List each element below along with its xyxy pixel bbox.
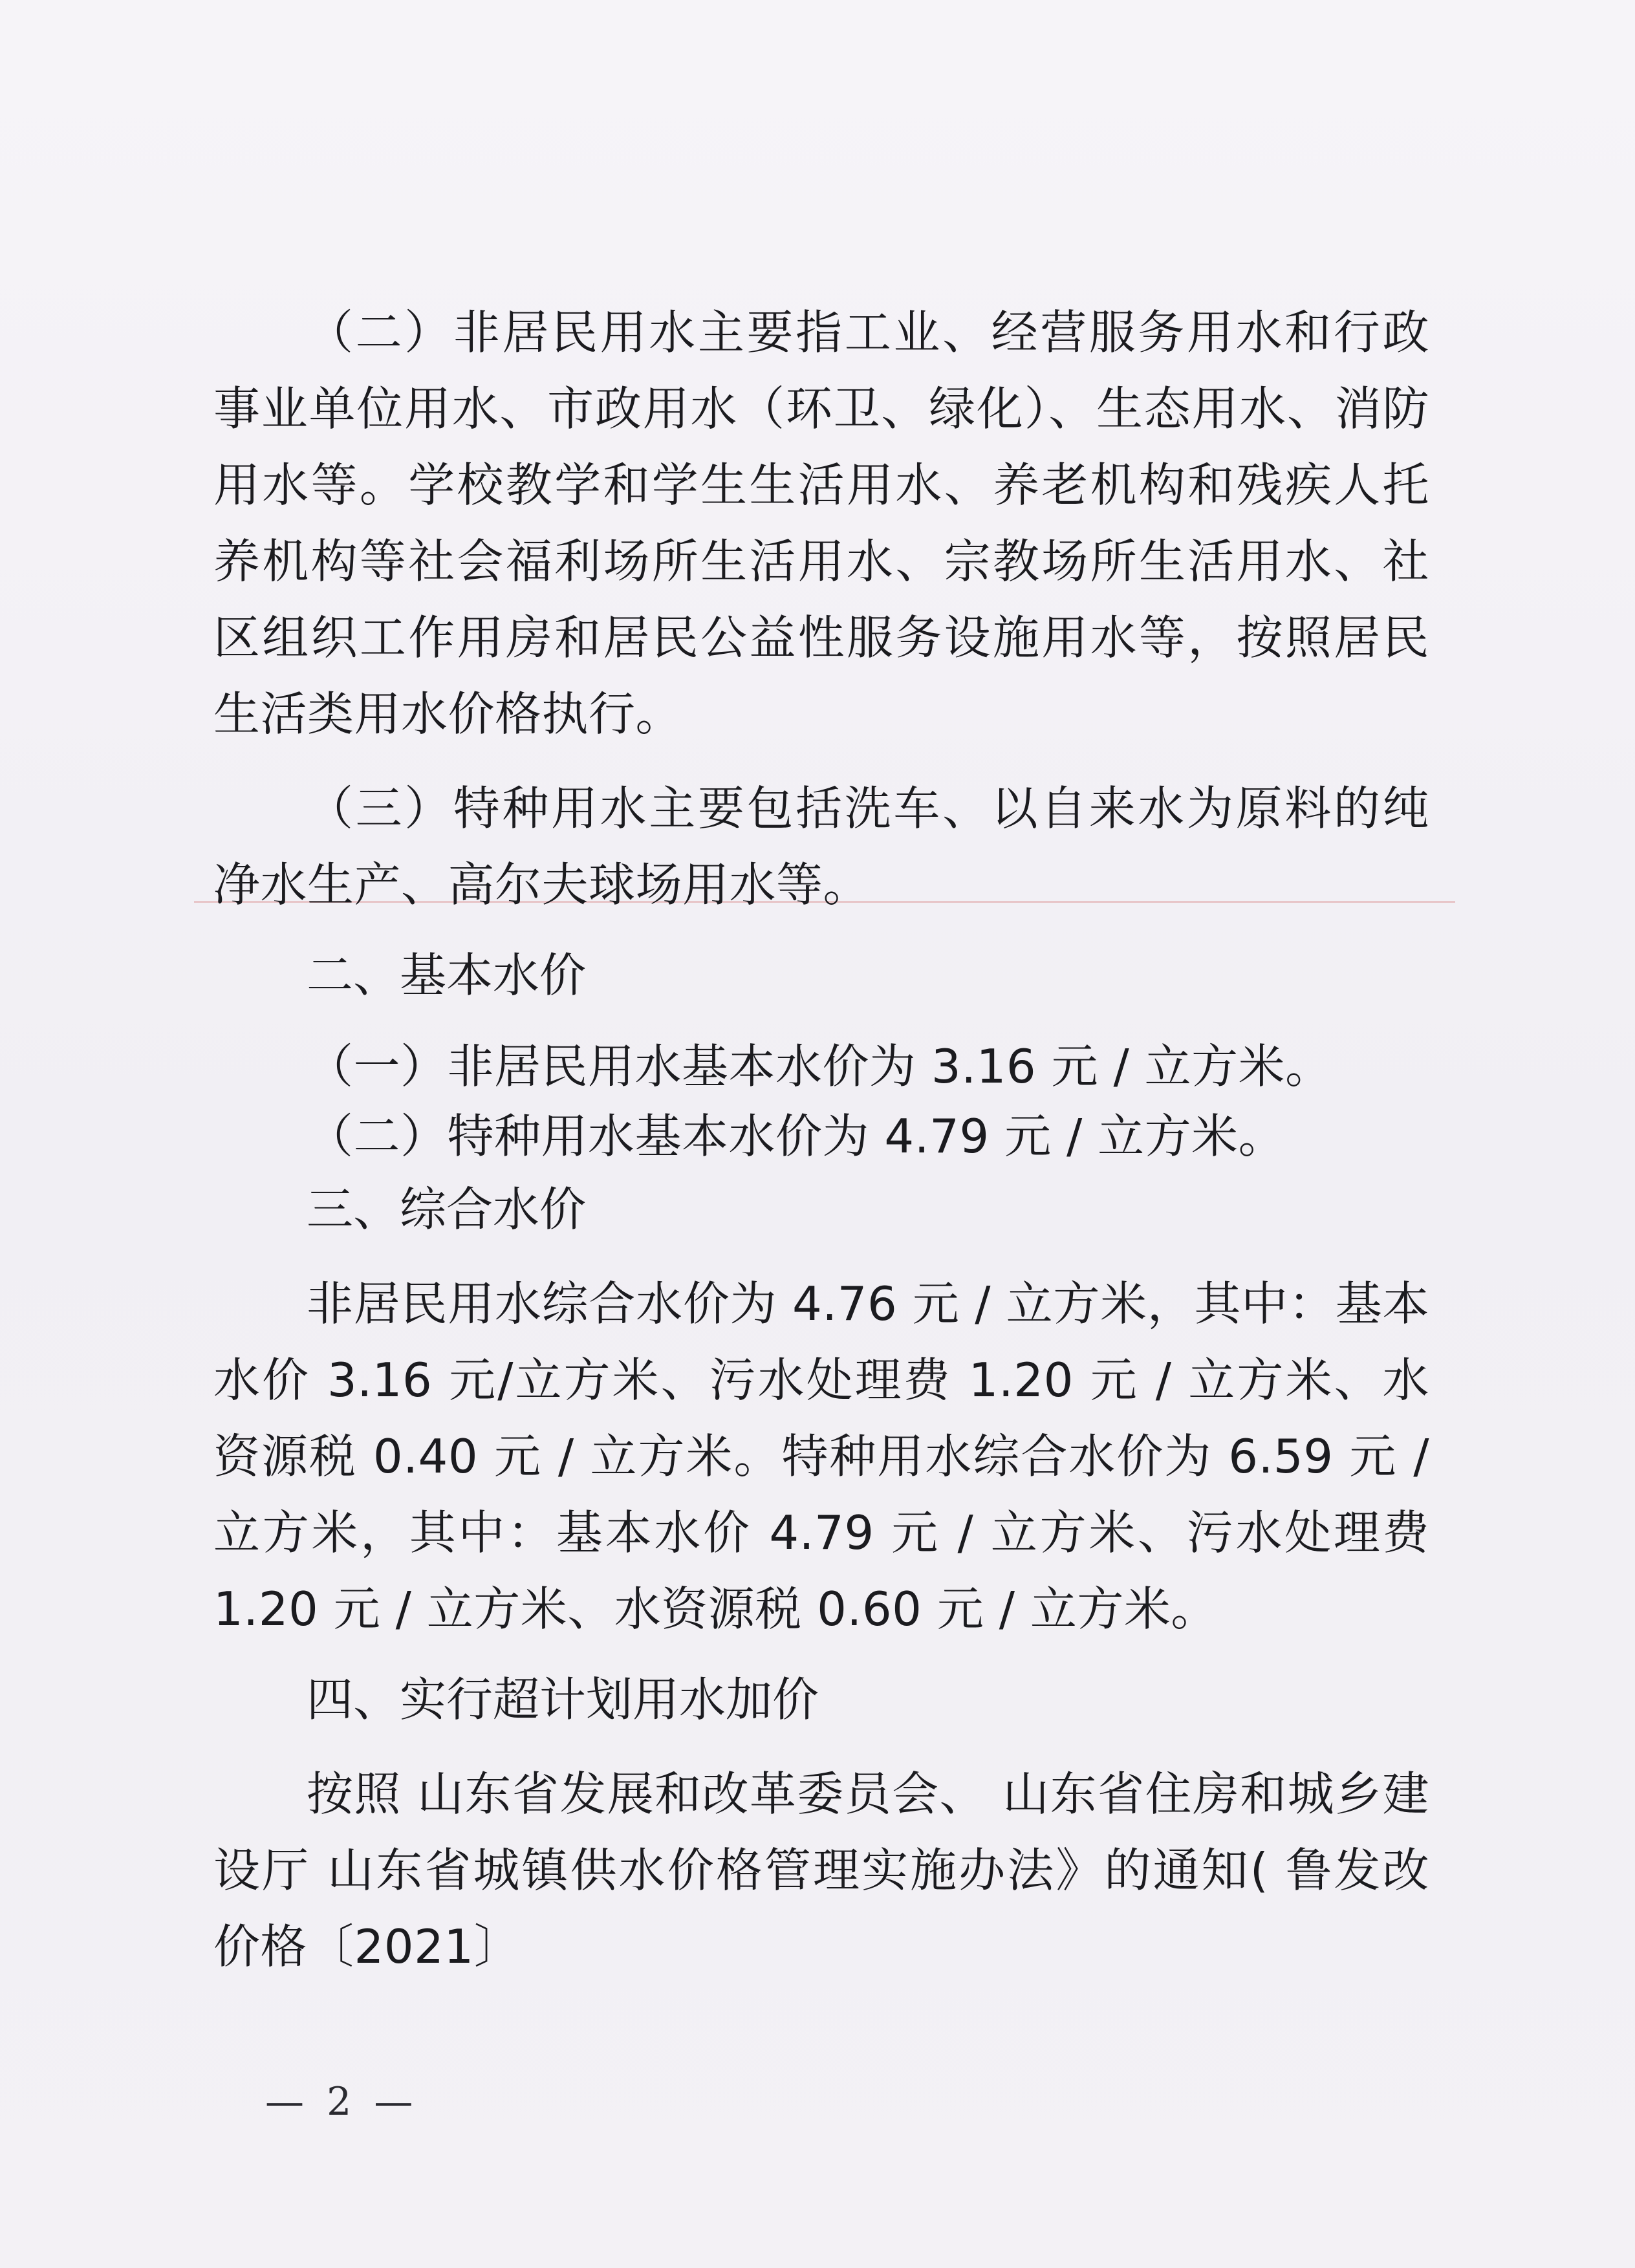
page-number: — 2 — [265,2079,418,2124]
paragraph-comprehensive-price-details: 非居民用水综合水价为 4.76 元 / 立方米，其中：基本水价 3.16 元/立方米、污水处理费 1.20 元 / 立方米、水资源税 0.40 元 / 立方米。特种用水综合水价为 6.59 元 / 立方米，其中：基本水价 4.79 元 / 立方米、污水处理费 1.20 元 / 立方米、水资源税 0.60 元 / 立方米。 [213,1277,1429,1636]
document-body [213,294,1429,1985]
paragraph-non-resident-water-definition: （二）非居民用水主要指工业、经营服务用水和行政事业单位用水、市政用水（环卫、绿化）、生态用水、消防用水等。学校教学和学生生活用水、养老机构和残疾人托养机构等社会福利场所生活用水、宗教场所生活用水、社区组织工作用房和居民公益性服务设施用水等，按照居民生活类用水价格执行。 [213,305,1429,741]
paragraph-special-basic-price: （二）特种用水基本水价为 4.79 元 / 立方米。 [307,1109,1286,1163]
paragraph-non-resident-basic-price: （一）非居民用水基本水价为 3.16 元 / 立方米。 [307,1039,1332,1094]
section-heading-excess-surcharge: 四、实行超计划用水加价 [307,1672,819,1727]
section-heading-comprehensive-price: 三、综合水价 [307,1182,587,1237]
paragraph-special-water-definition: （三）特种用水主要包括洗车、以自来水为原料的纯净水生产、高尔夫球场用水等。 [213,781,1429,912]
paragraph-excess-surcharge-basis: 按照 山东省发展和改革委员会、 山东省住房和城乡建设厅 山东省城镇供水价格管理实施办法》的通知( 鲁发改价格〔2021〕 [213,1767,1429,1974]
section-heading-basic-price: 二、基本水价 [307,948,587,1002]
